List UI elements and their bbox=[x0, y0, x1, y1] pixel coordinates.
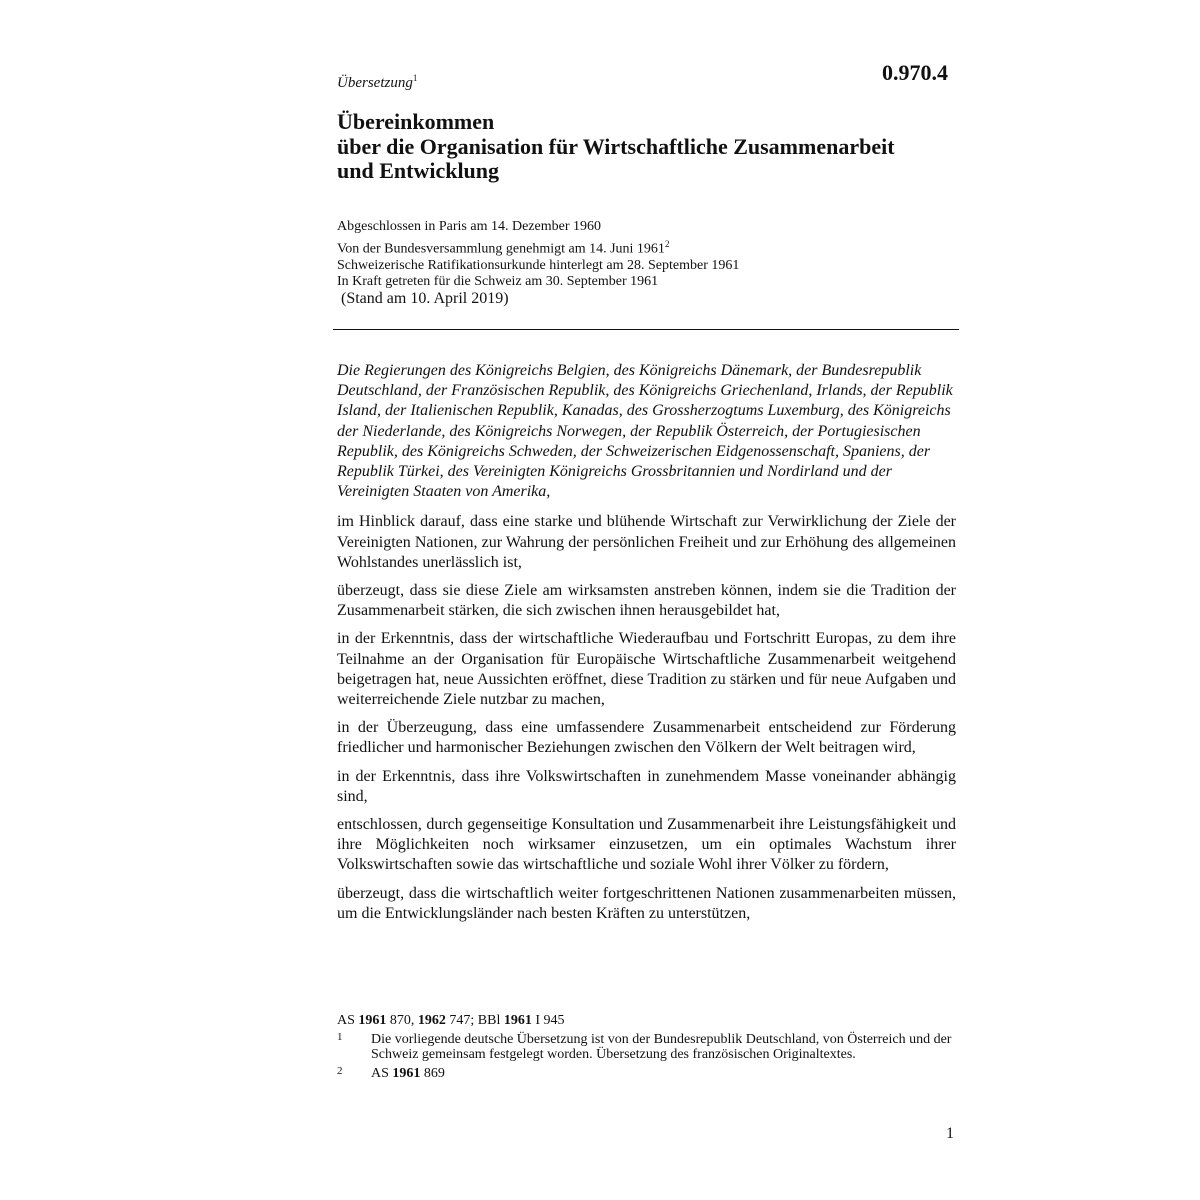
footnote-2: 2 AS 1961 869 bbox=[337, 1064, 445, 1081]
as-reference: AS 1961 870, 1962 747; BBl 1961 I 945 bbox=[337, 1013, 565, 1028]
translation-text: Übersetzung bbox=[337, 75, 413, 91]
ratification-date: Schweizerische Ratifikationsurkunde hinterlegt am 28. September 1961 bbox=[337, 257, 740, 273]
title-line-1: Übereinkommen bbox=[337, 109, 495, 134]
recital-4: in der Überzeugung, dass eine umfassendere Zusammenarbeit entscheidend zur Förderung friedlicher und harmonischer Beziehungen zwischen den Völkern der Welt beitragen wird, bbox=[337, 719, 956, 757]
preamble-parties: Die Regierungen des Königreichs Belgien, des Königreichs Dänemark, der Bundesrepublik Deutschland, der Französischen Republik, des Königreichs Griechenland, Irlands, der Republik Island, der Italienischen Republik, Kanadas, des Grossherzogtums Luxemburg, des Königreichs der Niederlande, des Königreichs Norwegen, der Republik Österreich, der Portugiesischen Republik, des Königreichs Schweden, der Schweizerischen Eidgenossenschaft, Spaniens, der Republik Türkei, des Vereinigten Königreichs Grossbritannien und Nordirland und der Vereinigten Staaten von Amerika, bbox=[337, 362, 953, 501]
recital-2: überzeugt, dass sie diese Ziele am wirksamsten anstreben können, indem sie die Tradition der Zusammenarbeit stärken, die sich zwischen ihnen herausgebildet hat, bbox=[337, 582, 956, 620]
recital-7: überzeugt, dass die wirtschaftlich weiter fortgeschrittenen Nationen zusammenarbeiten müssen, um die Entwicklungsländer nach besten Kräften zu unterstützen, bbox=[337, 884, 956, 922]
footnote-text: Die vorliegende deutsche Übersetzung ist von der Bundesrepublik Deutschland, von Österreich und der Schweiz gemeinsam festgelegt worden. Übersetzung des französischen Originaltextes. bbox=[371, 1031, 952, 1062]
status-date: (Stand am 10. April 2019) bbox=[341, 290, 509, 307]
in-force-date: In Kraft getreten für die Schweiz am 30. September 1961 bbox=[337, 274, 659, 290]
recital-3: in der Erkenntnis, dass der wirtschaftliche Wiederaufbau und Fortschritt Europas, zu dem ihre Teilnahme an der Organisation für Europäische Wirtschaftliche Zusammenarbeit weitgehend beigetragen hat, neue Aussichten eröffnet, diese Tradition zu stärken und für neue Aufgaben und weiterreichende Ziele nutzbar zu machen, bbox=[337, 630, 956, 709]
translation-label bbox=[337, 73, 417, 92]
footnote-ref-2[interactable]: 2 bbox=[664, 238, 670, 249]
recital-1: im Hinblick darauf, dass eine starke und blühende Wirtschaft zur Verwirklichung der Ziele der Vereinigten Nationen, zur Wahrung der persönlichen Freiheit und zur Erhöhung des allgemeinen Wohlstandes unerlässlich ist, bbox=[337, 513, 956, 571]
sr-number: 0.970.4 bbox=[882, 60, 948, 85]
footnote-ref-1[interactable]: 1 bbox=[412, 73, 418, 83]
recital-6: entschlossen, durch gegenseitige Konsultation und Zusammenarbeit ihre Leistungsfähigkeit und ihre Möglichkeiten noch wirksamer einzusetzen, um ein optimales Wachstum ihrer Volkswirtschaften sowie das wirtschaftliche und soziale Wohl ihrer Völker zu fördern, bbox=[337, 816, 956, 874]
footnote-number: 1 bbox=[337, 1030, 343, 1043]
title-line-2: über die Organisation für Wirtschaftliche Zusammenarbeit bbox=[337, 133, 895, 159]
approved-date: Von der Bundesversammlung genehmigt am 14. Juni 1961$^2$ bbox=[337, 238, 670, 257]
title-line-3: und Entwicklung bbox=[337, 158, 500, 183]
footnote-1 bbox=[337, 1032, 957, 1063]
recital-5: in der Erkenntnis, dass ihre Volkswirtschaften in zunehmendem Masse voneinander abhängig sind, bbox=[337, 767, 956, 805]
header-divider bbox=[333, 329, 959, 330]
page-number: 1 bbox=[946, 1125, 954, 1142]
document-metadata bbox=[337, 219, 739, 291]
document-title bbox=[337, 110, 895, 184]
concluded-date: Abgeschlossen in Paris am 14. Dezember 1960 bbox=[337, 219, 601, 234]
footnotes bbox=[337, 1013, 957, 1084]
footnote-number: 2 bbox=[337, 1064, 343, 1077]
document-body bbox=[337, 361, 956, 932]
